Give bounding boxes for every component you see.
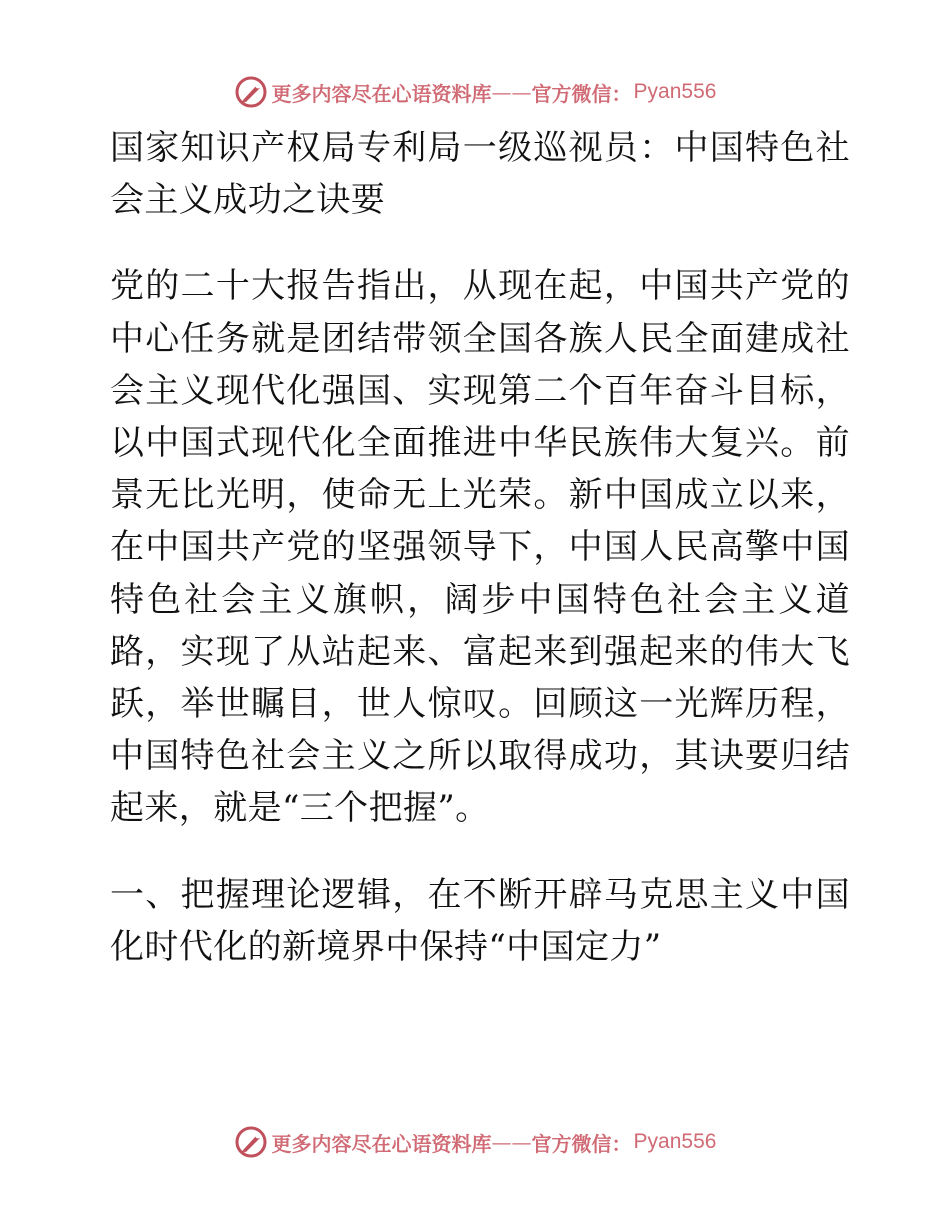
footer-site-text: 更多内容尽在心语资料库 bbox=[271, 1131, 492, 1156]
header-wechat-label: 官方微信： bbox=[531, 81, 632, 106]
header-wechat-id: Pyan556 bbox=[633, 80, 717, 103]
footer-dash: —— bbox=[491, 1130, 532, 1154]
footer-banner-inner bbox=[234, 1122, 717, 1162]
footer-wechat-id: Pyan556 bbox=[633, 1130, 717, 1153]
footer-wechat-label: 官方微信： bbox=[531, 1131, 632, 1156]
header-banner bbox=[0, 72, 950, 112]
document-title: 国家知识产权局专利局一级巡视员：中国特色社会主义成功之诀要 bbox=[110, 128, 850, 221]
intro-paragraph: 党的二十大报告指出，从现在起，中国共产党的中心任务就是团结带领全国各族人民全面建成社会主义现代化强国、实现第二个百年奋斗目标，以中国式现代化全面推进中华民族伟大复兴。前景无比光明，使命无上光荣。新中国成立以来，在中国共产党的坚强领导下，中国人民高擎中国特色社会主义旗帜，阔步中国特色社会主义道路，实现了从站起来、富起来到强起来的伟大飞跃，举世瞩目，世人惊叹。回顾这一光辉历程，中国特色社会主义之所以取得成功，其诀要归结起来，就是“三个把握”。 bbox=[110, 266, 850, 829]
document-content bbox=[98, 122, 850, 1007]
header-site-text: 更多内容尽在心语资料库 bbox=[271, 81, 492, 106]
header-banner-inner bbox=[234, 72, 717, 112]
header-dash: —— bbox=[491, 80, 532, 104]
section-heading: 一、把握理论逻辑，在不断开辟马克思主义中国化时代化的新境界中保持“中国定力” bbox=[110, 874, 850, 967]
pen-circle-logo-icon bbox=[234, 1125, 268, 1159]
pen-circle-logo-icon bbox=[234, 75, 268, 109]
footer-banner bbox=[0, 1122, 950, 1162]
